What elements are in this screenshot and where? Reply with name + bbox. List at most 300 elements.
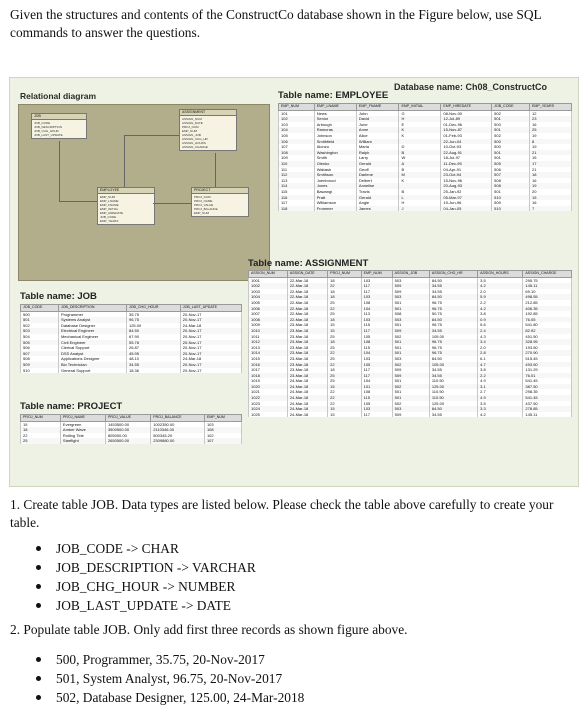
table-cell: Geoff: [356, 167, 399, 173]
table-cell: 23-Mar-18: [287, 345, 327, 351]
table-cell: 498.55: [523, 294, 572, 300]
column-header: EMP_YEARS: [530, 104, 572, 111]
column-header: EMP_INITIAL: [399, 104, 441, 111]
table-cell: 20: [530, 189, 572, 195]
intro-text: Given the structures and contents of the ConstructCo database shown in the Figure below, use SQL commands to answer the questions.: [10, 7, 542, 40]
table-cell: 515.45: [523, 356, 572, 362]
table-cell: 501: [392, 395, 429, 401]
table-cell: 509: [392, 373, 429, 379]
table-cell: 10-Oct-93: [441, 144, 492, 150]
column-header: EMP_HIREDATE: [441, 104, 492, 111]
table-cell: Programmer: [58, 311, 126, 317]
table-cell: 24-Mar-18: [287, 395, 327, 401]
table-cell: K: [399, 178, 441, 184]
table-cell: 2.7: [478, 389, 523, 395]
table-row: [21, 438, 242, 444]
table-cell: 503: [392, 294, 429, 300]
table-cell: 1025: [249, 412, 288, 418]
table-cell: 508: [392, 311, 429, 317]
assignment-table: [248, 270, 572, 417]
table-cell: 22-Mar-18: [287, 277, 327, 283]
question-2-list: [36, 650, 304, 707]
table-cell: 4.3: [478, 334, 523, 340]
table-cell: 18: [328, 317, 361, 323]
table-cell: 25: [328, 356, 361, 362]
question-2: 2. Populate table JOB. Only add first three records as shown figure above.: [10, 622, 408, 637]
relationship-line: [59, 141, 60, 201]
table-cell: General Support: [58, 368, 126, 374]
table-cell: 501: [21, 317, 59, 323]
table-cell: 502: [392, 334, 429, 340]
table-cell: 805000.00: [105, 433, 150, 439]
table-cell: 103: [361, 406, 392, 412]
table-cell: 4.7: [478, 362, 523, 368]
table-cell: Washington: [314, 150, 356, 156]
table-cell: 105: [361, 401, 392, 407]
table-cell: 1001: [249, 277, 288, 283]
table-cell: 502: [392, 401, 429, 407]
table-cell: 19: [530, 183, 572, 189]
table-cell: 55.78: [126, 340, 180, 346]
table-cell: 501: [492, 150, 530, 156]
table-cell: 1005: [249, 300, 288, 306]
table-cell: 104: [361, 350, 392, 356]
table-cell: 76.01: [523, 373, 572, 379]
column-header: EMP_LNAME: [314, 104, 356, 111]
table-cell: 82.92: [523, 328, 572, 334]
table-cell: 510: [21, 368, 59, 374]
table-cell: 541.45: [523, 395, 572, 401]
table-cell: 2650500.00: [105, 438, 150, 444]
entity-employee-fields: EMP_NUM EMP_LNAME EMP_FNAME EMP_INITIAL EMP_HIREDATE JOB_CODE EMP_YEARS: [100, 195, 124, 223]
table-cell: 108: [361, 389, 392, 395]
table-cell: 19-Jun-96: [441, 200, 492, 206]
table-cell: 145.11: [523, 283, 572, 289]
column-header: EMP_NUM: [279, 104, 315, 111]
table-cell: 01-Dec-96: [441, 122, 492, 128]
table-row: [279, 206, 572, 212]
table-cell: 84.50: [429, 294, 477, 300]
table-cell: 501: [392, 350, 429, 356]
table-cell: 15: [328, 406, 361, 412]
table-cell: 115: [361, 322, 392, 328]
entity-assignment-fields: ASSIGN_NUM ASSIGN_DATE PROJ_NUM EMP_NUM ASSIGN_JOB ASSIGN_CHG_HR ASSIGN_HOURS ASSIGN_CHARGE: [182, 117, 208, 149]
table-cell: 1020: [249, 384, 288, 390]
table-cell: Arbough: [314, 122, 356, 128]
column-header: JOB_DESCRIPTION: [58, 305, 126, 312]
table-cell: 1002350.00: [151, 421, 205, 427]
table-cell: 1021: [249, 389, 288, 395]
table-cell: 1012: [249, 339, 288, 345]
table-cell: 117: [361, 373, 392, 379]
table-cell: 501: [392, 322, 429, 328]
table-cell: 295.75: [523, 277, 572, 283]
table-cell: 16: [530, 122, 572, 128]
table-cell: Joenbrood: [314, 178, 356, 184]
table-cell: 493.50: [523, 362, 572, 368]
table-cell: 103: [204, 421, 241, 427]
table-cell: 1011: [249, 334, 288, 340]
table-cell: 01-Feb-93: [441, 133, 492, 139]
table-cell: 192.85: [523, 311, 572, 317]
table-cell: B: [399, 150, 441, 156]
table-cell: 23: [530, 116, 572, 122]
table-cell: Clerical Support: [58, 345, 126, 351]
table-cell: E: [399, 122, 441, 128]
table-cell: 107: [204, 438, 241, 444]
table-cell: 278.85: [523, 406, 572, 412]
entity-employee-name: EMPLOYEE: [98, 188, 154, 194]
table-cell: 18: [328, 289, 361, 295]
table-cell: 3500500.00: [105, 427, 150, 433]
table-cell: 15: [328, 412, 361, 418]
table-cell: 67.90: [126, 334, 180, 340]
table-cell: Williamson: [314, 200, 356, 206]
table-cell: 26.87: [126, 345, 180, 351]
table-cell: 5.9: [478, 294, 523, 300]
table-row: [249, 412, 572, 418]
header-row: [21, 415, 242, 422]
table-cell: 23-Mar-18: [287, 373, 327, 379]
table-cell: 2.2: [478, 373, 523, 379]
table-cell: Travis: [356, 189, 399, 195]
table-row: [21, 368, 242, 374]
column-header: JOB_CODE: [492, 104, 530, 111]
table-cell: 111: [279, 167, 315, 173]
header-row: [249, 271, 572, 278]
table-cell: 25: [328, 300, 361, 306]
table-cell: 3.4: [478, 339, 523, 345]
table-cell: 451.50: [523, 334, 572, 340]
table-cell: Alonzo: [314, 144, 356, 150]
table-cell: 501: [392, 345, 429, 351]
table-cell: 2.0: [478, 289, 523, 295]
table-cell: 509: [21, 362, 59, 368]
table-cell: 96.75: [429, 322, 477, 328]
table-cell: 504: [21, 334, 59, 340]
table-cell: 2309880.00: [151, 438, 205, 444]
table-cell: 22-Mar-18: [287, 283, 327, 289]
table-cell: 541.80: [523, 322, 572, 328]
table-cell: D: [399, 144, 441, 150]
table-cell: 106: [279, 139, 315, 145]
table-cell: 24-Mar-18: [287, 384, 327, 390]
table-cell: 508: [492, 183, 530, 189]
question-1: 1. Create table JOB. Data types are listed below. Please check the table above carefully to create your table.: [10, 497, 554, 530]
list-item: 502, Database Designer, 125.00, 24-Mar-2018: [36, 688, 304, 707]
table-cell: 4.9: [478, 395, 523, 401]
column-header: JOB_LAST_UPDATE: [180, 305, 241, 312]
table-cell: 22: [21, 433, 61, 439]
table-cell: 20-Nov-17: [180, 311, 241, 317]
table-cell: 502: [392, 362, 429, 368]
table-cell: 19: [530, 144, 572, 150]
table-cell: Applications Designer: [58, 356, 126, 362]
table-cell: Bio Technician: [58, 362, 126, 368]
table-cell: 76.05: [523, 317, 572, 323]
relationship-line: [59, 201, 97, 202]
table-cell: 501: [392, 300, 429, 306]
table-cell: 16: [530, 200, 572, 206]
table-cell: 114: [279, 183, 315, 189]
table-cell: Wabash: [314, 167, 356, 173]
table-cell: 1019: [249, 378, 288, 384]
table-cell: 1014: [249, 350, 288, 356]
table-cell: Olenko: [314, 161, 356, 167]
table-cell: 34.55: [429, 328, 477, 334]
table-cell: 22: [328, 395, 361, 401]
table-cell: B: [399, 167, 441, 173]
table-cell: Darlene: [356, 172, 399, 178]
table-cell: Annelise: [356, 183, 399, 189]
table-cell: 20-Aug-93: [441, 183, 492, 189]
project-table: [20, 414, 242, 444]
table-cell: 505: [21, 340, 59, 346]
table-cell: 22-Mar-18: [287, 317, 327, 323]
table-cell: 506: [21, 345, 59, 351]
table-cell: 20-Nov-17: [180, 340, 241, 346]
table-cell: 500345.20: [151, 433, 205, 439]
relational-diagram: [18, 104, 270, 281]
table-cell: H: [399, 116, 441, 122]
table-cell: 107: [279, 144, 315, 150]
table-cell: 1016: [249, 362, 288, 368]
table-cell: 108: [361, 339, 392, 345]
table-cell: B: [399, 189, 441, 195]
table-cell: 3.8: [478, 311, 523, 317]
table-cell: 500: [492, 122, 530, 128]
table-cell: 1022: [249, 395, 288, 401]
table-cell: 24-Mar-18: [287, 389, 327, 395]
table-cell: 22-Mar-18: [287, 300, 327, 306]
table-cell: Gerald: [356, 195, 399, 201]
table-cell: 510: [492, 206, 530, 212]
table-cell: 7: [530, 206, 572, 212]
table-cell: 509: [392, 283, 429, 289]
table-cell: 34.55: [429, 283, 477, 289]
table-cell: 20-Nov-17: [180, 334, 241, 340]
entity-job-fields: JOB_CODE JOB_DESCRIPTION JOB_CHG_HOUR JOB_LAST_UPDATE: [34, 121, 63, 137]
employee-table: [278, 103, 572, 211]
table-cell: 502: [492, 110, 530, 116]
table-cell: 34.55: [126, 362, 180, 368]
table-cell: 22: [328, 401, 361, 407]
table-cell: 387.50: [523, 384, 572, 390]
table-cell: 105: [279, 133, 315, 139]
table-cell: 84.50: [429, 356, 477, 362]
table-cell: 104: [361, 306, 392, 312]
table-cell: 502: [392, 384, 429, 390]
table-cell: Jones: [314, 183, 356, 189]
table-cell: 22-Aug-91: [441, 150, 492, 156]
table-cell: 25: [21, 438, 61, 444]
table-cell: 1004: [249, 294, 288, 300]
table-cell: 509: [392, 328, 429, 334]
column-header: ASSIGN_CHARGE: [523, 271, 572, 278]
table-cell: 500: [492, 144, 530, 150]
table-cell: 103: [361, 294, 392, 300]
table-cell: 298.35: [523, 389, 572, 395]
column-header: PROJ_NUM: [21, 415, 61, 422]
job-table-title: Table name: JOB: [20, 291, 97, 302]
table-cell: 108: [361, 300, 392, 306]
table-cell: 108: [279, 150, 315, 156]
table-cell: 24-Mar-18: [287, 412, 327, 418]
table-cell: 502: [21, 323, 59, 329]
table-cell: 12: [530, 110, 572, 116]
entity-project-name: PROJECT: [192, 188, 248, 194]
table-cell: 109: [279, 155, 315, 161]
table-cell: Electrical Engineer: [58, 328, 126, 334]
table-cell: A: [399, 161, 441, 167]
table-cell: 24-Mar-18: [287, 378, 327, 384]
table-cell: 23-Mar-18: [287, 350, 327, 356]
table-cell: Senior: [314, 116, 356, 122]
column-header: ASSIGN_JOB: [392, 271, 429, 278]
table-cell: 103: [361, 277, 392, 283]
table-cell: 501: [492, 116, 530, 122]
table-cell: 510: [492, 195, 530, 201]
table-cell: News: [314, 110, 356, 116]
table-cell: Starflight: [60, 438, 105, 444]
table-cell: 84.50: [429, 277, 477, 283]
table-cell: 22-Mar-18: [287, 289, 327, 295]
table-cell: Evergreen: [60, 421, 105, 427]
table-cell: 117: [361, 328, 392, 334]
table-cell: 20-Nov-17: [180, 345, 241, 351]
table-cell: Bawangi: [314, 189, 356, 195]
table-cell: 1453500.00: [105, 421, 150, 427]
table-cell: 15-Nov-96: [441, 178, 492, 184]
table-cell: 25: [328, 334, 361, 340]
table-cell: 3.3: [478, 406, 523, 412]
table-cell: 4.2: [478, 306, 523, 312]
table-cell: 110.50: [429, 395, 477, 401]
column-header: PROJ_VALUE: [105, 415, 150, 422]
table-cell: Delbert: [356, 178, 399, 184]
table-cell: 24-Mar-18: [287, 406, 327, 412]
column-header: PROJ_BALANCE: [151, 415, 205, 422]
table-cell: 23-Mar-18: [287, 356, 327, 362]
table-cell: Mechanical Engineer: [58, 334, 126, 340]
table-cell: Ramoras: [314, 127, 356, 133]
table-cell: 509: [392, 289, 429, 295]
table-cell: 2.0: [478, 345, 523, 351]
table-cell: 509: [392, 412, 429, 418]
table-cell: 18: [328, 367, 361, 373]
table-cell: M: [399, 172, 441, 178]
table-cell: 508: [21, 356, 59, 362]
table-cell: 1017: [249, 367, 288, 373]
table-cell: 503: [392, 277, 429, 283]
table-cell: 102: [279, 116, 315, 122]
table-cell: 20-Nov-17: [180, 368, 241, 374]
table-cell: 1007: [249, 311, 288, 317]
table-cell: Civil Engineer: [58, 340, 126, 346]
table-cell: 501: [492, 127, 530, 133]
entity-job-name: JOB: [32, 114, 86, 120]
table-cell: 110.50: [429, 389, 477, 395]
table-cell: 506: [492, 167, 530, 173]
table-cell: 117: [361, 412, 392, 418]
list-item: 500, Programmer, 35.75, 20-Nov-2017: [36, 650, 304, 669]
table-cell: 23-Mar-18: [287, 339, 327, 345]
table-cell: 11-Dec-95: [441, 161, 492, 167]
column-header: ASSIGN_DATE: [287, 271, 327, 278]
table-cell: 34.55: [429, 373, 477, 379]
table-cell: 1023: [249, 401, 288, 407]
table-cell: 35.75: [126, 311, 180, 317]
table-cell: 12-Jul-89: [441, 116, 492, 122]
entity-employee: [97, 187, 155, 225]
table-cell: 509: [392, 367, 429, 373]
column-header: EMP_FNAME: [356, 104, 399, 111]
table-cell: 103: [361, 317, 392, 323]
table-cell: 23-Mar-18: [287, 367, 327, 373]
table-cell: 105: [361, 334, 392, 340]
table-cell: 113: [279, 178, 315, 184]
table-cell: Ralph: [356, 150, 399, 156]
column-header: ASSIGN_CHG_HR: [429, 271, 477, 278]
table-cell: 2110346.00: [151, 427, 205, 433]
table-cell: 117: [279, 200, 315, 206]
table-cell: 125.00: [126, 323, 180, 329]
table-cell: Pratt: [314, 195, 356, 201]
table-cell: 50.75: [429, 311, 477, 317]
table-cell: 18: [328, 339, 361, 345]
table-cell: 84.50: [429, 406, 477, 412]
table-cell: William: [356, 139, 399, 145]
table-cell: 20-Nov-17: [180, 362, 241, 368]
table-cell: 25: [328, 311, 361, 317]
table-cell: 22-Mar-18: [287, 294, 327, 300]
table-cell: 6.1: [478, 356, 523, 362]
table-cell: Smith: [314, 155, 356, 161]
table-cell: 84.50: [429, 317, 477, 323]
table-cell: 541.45: [523, 378, 572, 384]
table-cell: 110: [279, 161, 315, 167]
table-cell: 04-Jan-05: [441, 206, 492, 212]
table-cell: 22: [328, 283, 361, 289]
table-cell: 105: [361, 362, 392, 368]
table-cell: 04-Apr-91: [441, 167, 492, 173]
table-cell: 21: [530, 150, 572, 156]
table-cell: 118: [279, 206, 315, 212]
table-cell: 08-Nov-00: [441, 110, 492, 116]
table-cell: 18.36: [126, 368, 180, 374]
table-cell: 500: [21, 311, 59, 317]
table-cell: 8: [530, 139, 572, 145]
table-cell: 45.95: [126, 351, 180, 357]
table-cell: 101: [361, 384, 392, 390]
table-cell: 20-Nov-17: [180, 328, 241, 334]
table-cell: 69.10: [523, 289, 572, 295]
table-cell: 113: [361, 311, 392, 317]
table-cell: 25-Jan-92: [441, 189, 492, 195]
column-header: PROJ_NAME: [60, 415, 105, 422]
table-cell: 19: [530, 133, 572, 139]
question-1-list: [36, 539, 256, 615]
relationship-line: [153, 203, 191, 204]
table-cell: 1015: [249, 356, 288, 362]
table-cell: Maria: [356, 144, 399, 150]
table-cell: 34.55: [429, 412, 477, 418]
table-cell: 18: [328, 277, 361, 283]
table-cell: Systems Analyst: [58, 317, 126, 323]
table-cell: 102: [204, 433, 241, 439]
table-cell: Larry: [356, 155, 399, 161]
list-item: JOB_LAST_UPDATE -> DATE: [36, 596, 256, 615]
